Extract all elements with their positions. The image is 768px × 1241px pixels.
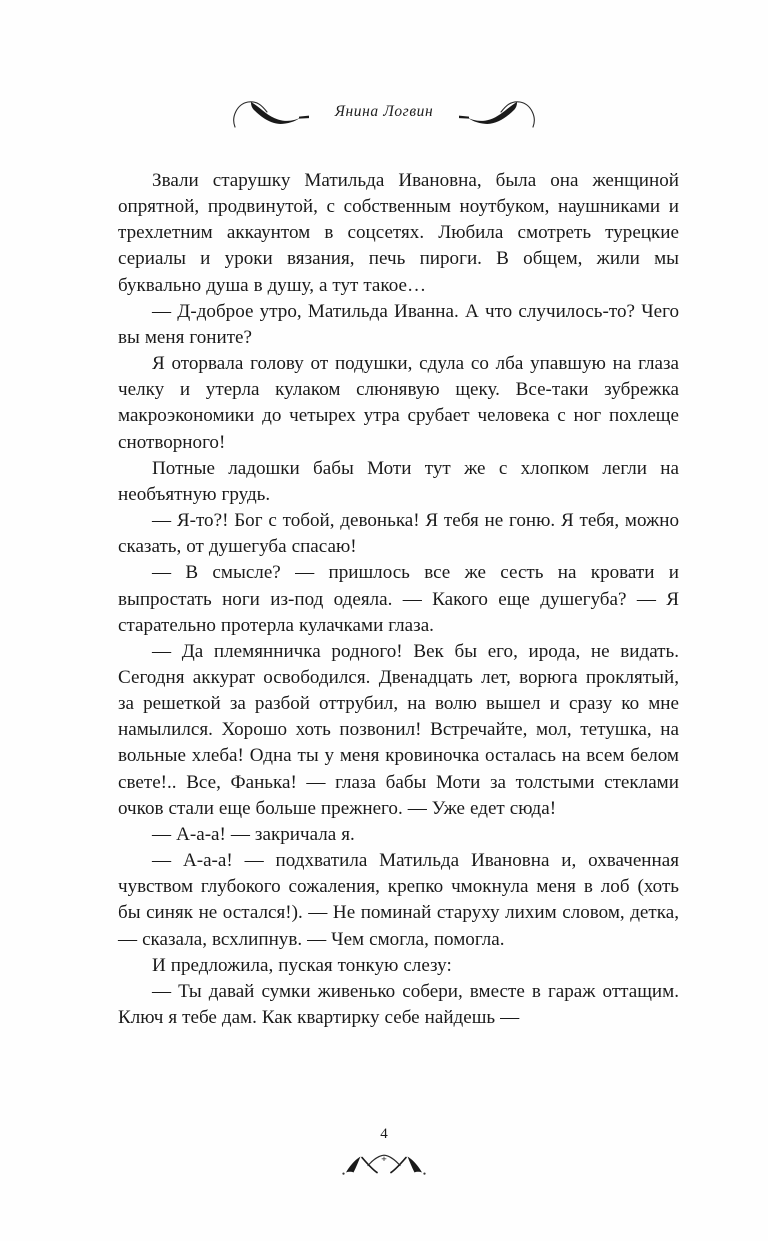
paragraph: И предложила, пуская тонкую слезу: [152, 954, 452, 976]
author-name: Янина Логвин [334, 103, 434, 120]
paragraph: — А-а-а! — закричала я. [152, 823, 355, 845]
paragraph: — А-а-а! — подхватила Матильда Ивановна и, охваченная чувством глубокого сожаления, крепко чмокнула меня в лоб (хоть бы синяк не остался!). — Не поминай старуху лихим словом, детка, — сказала, всхлипнув. — Чем смогла, помогла. [118, 850, 679, 950]
paragraph: Я оторвала голову от подушки, сдула со лба упавшую на глаза челку и утерла кулаком слюнявую щеку. Все-таки зубрежка макроэкономики до четырех утра срубает человека с ног похлеще снотворного! [118, 353, 679, 453]
running-head [0, 92, 768, 132]
double-wave-ornament-icon [332, 1148, 436, 1182]
body-text [118, 168, 679, 1031]
flourish-swash-icon [447, 93, 539, 131]
paragraph: — Ты давай сумки живенько собери, вместе в гараж оттащим. Ключ я тебе дам. Как квартирку себе найдешь — [118, 980, 679, 1028]
paragraph: — В смысле? — пришлось все же сесть на кровати и выпростать ноги из-под одеяла. — Какого еще душегуба? — Я старательно протерла кулачками глаза. [118, 562, 679, 636]
paragraph: — Да племянничка родного! Век бы его, ирода, не видать. Сегодня аккурат освободился. Двенадцать лет, ворюга проклятый, за решеткой за разбой оттрубил, на волю вышел и сразу ко мне намылился. Хорошо хоть позвонил! Встречайте, мол, тетушка, на вольные хлеба! Одна ты у меня кровиночка осталась на всем белом свете!.. Все, Фанька! — глаза бабы Моти за толстыми стеклами очков стали еще больше прежнего. — Уже едет сюда! [118, 640, 679, 819]
page-number: 4 [380, 1126, 388, 1142]
flourish-swash-icon [229, 93, 321, 131]
paragraph: Потные ладошки бабы Моти тут же с хлопком легли на необъятную грудь. [118, 457, 679, 505]
paragraph: — Я-то?! Бог с тобой, девонька! Я тебя не гоню. Я тебя, можно сказать, от душегуба спасаю! [118, 510, 679, 558]
paragraph: Звали старушку Матильда Ивановна, была она женщиной опрятной, продвинутой, с собственным ноутбуком, наушниками и трехлетним аккаунтом в соцсетях. Любила смотреть турецкие сериалы и уроки вязания, печь пироги. В общем, жили мы буквально душа в душу, а тут такое… [118, 170, 679, 296]
paragraph: — Д-доброе утро, Матильда Иванна. А что случилось-то? Чего вы меня гоните? [118, 300, 679, 348]
